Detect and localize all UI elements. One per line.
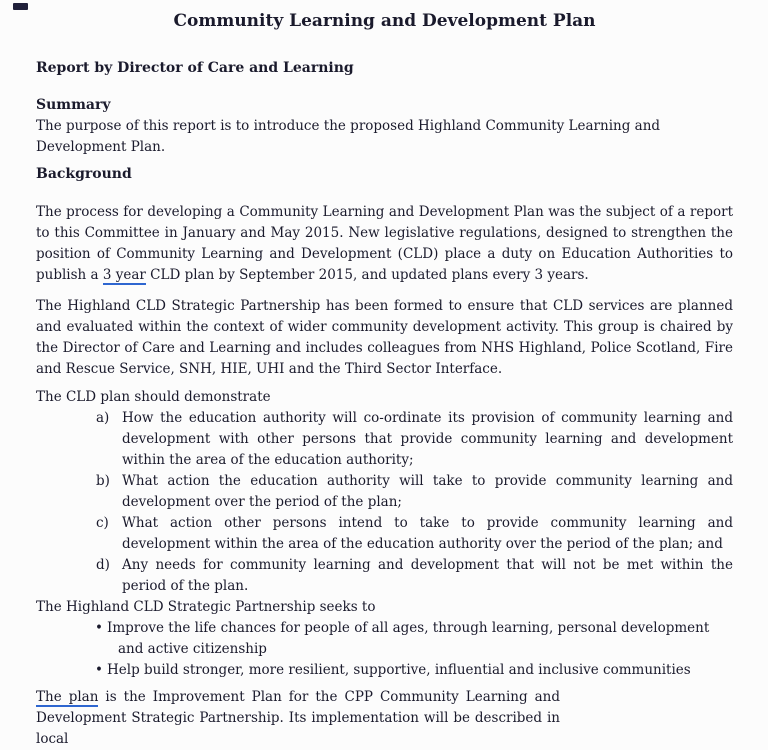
list-item — [95, 618, 733, 660]
demonstrate-intro: The CLD plan should demonstrate — [36, 389, 271, 405]
paragraph-text-after-link: is the Improvement Plan for the CPP Community Learning and Development Strategic Partnership. Its implementation will be described in local — [36, 689, 560, 747]
list-item-text: What action other persons intend to take to provide community learning and development within the area of the education authority over the period of the plan; and — [122, 515, 733, 552]
list-item-marker: d) — [96, 557, 110, 573]
paragraph-text-after-link: CLD plan by September 2015, and updated plans every 3 years. — [145, 267, 589, 283]
list-item-text: What action the education authority will take to provide community learning and development over the period of the plan; — [122, 473, 733, 510]
three-year-link[interactable]: 3 year — [102, 267, 146, 283]
bullet-icon: • — [95, 662, 103, 678]
list-item-text: How the education authority will co-ordinate its provision of community learning and development with other persons that provide community learning and development within the area of the education authority; — [122, 410, 733, 468]
background-paragraph-1 — [36, 202, 733, 286]
list-item — [95, 660, 733, 681]
list-item-marker: c) — [96, 515, 109, 531]
list-item-text: Help build stronger, more resilient, supportive, influential and inclusive communities — [107, 662, 691, 678]
seeks-list — [95, 618, 733, 681]
bullet-icon: • — [95, 620, 103, 636]
list-item — [96, 408, 733, 471]
list-item — [96, 471, 733, 513]
report-byline: Report by Director of Care and Learning — [36, 60, 354, 76]
demonstrate-list — [96, 408, 733, 597]
seeks-intro: The Highland CLD Strategic Partnership seeks to — [36, 599, 376, 615]
closing-paragraph — [36, 687, 560, 750]
list-item-text: Any needs for community learning and development that will not be met within the period of the plan. — [122, 557, 733, 594]
paragraph-text-before-link: The process for developing a Community Learning and Development Plan was the subject of a report to this Committee in January and May 2015. New legislative regulations, designed to strengthen the position of Community Learning and Development (CLD) place a duty on Education Authorities to publish a — [36, 204, 733, 283]
list-item — [96, 555, 733, 597]
list-item-marker: a) — [96, 410, 110, 426]
summary-heading: Summary — [36, 97, 111, 113]
background-paragraph-2: The Highland CLD Strategic Partnership has been formed to ensure that CLD services are planned and evaluated within the context of wider community development activity. This group is chaired by the Director of Care and Learning and includes colleagues from NHS Highland, Police Scotland, Fire and Rescue Service, SNH, HIE, UHI and the Third Sector Interface. — [36, 298, 733, 377]
background-heading: Background — [36, 166, 132, 182]
list-item-marker: b) — [96, 473, 110, 489]
document-title: Community Learning and Development Plan — [173, 11, 596, 31]
page-corner-mark — [13, 3, 28, 10]
list-item — [96, 513, 733, 555]
summary-paragraph: The purpose of this report is to introduce the proposed Highland Community Learning and Development Plan. — [36, 118, 661, 155]
the-plan-link[interactable]: The plan — [36, 689, 99, 705]
list-item-text: Improve the life chances for people of all ages, through learning, personal development and active citizenship — [107, 620, 710, 657]
